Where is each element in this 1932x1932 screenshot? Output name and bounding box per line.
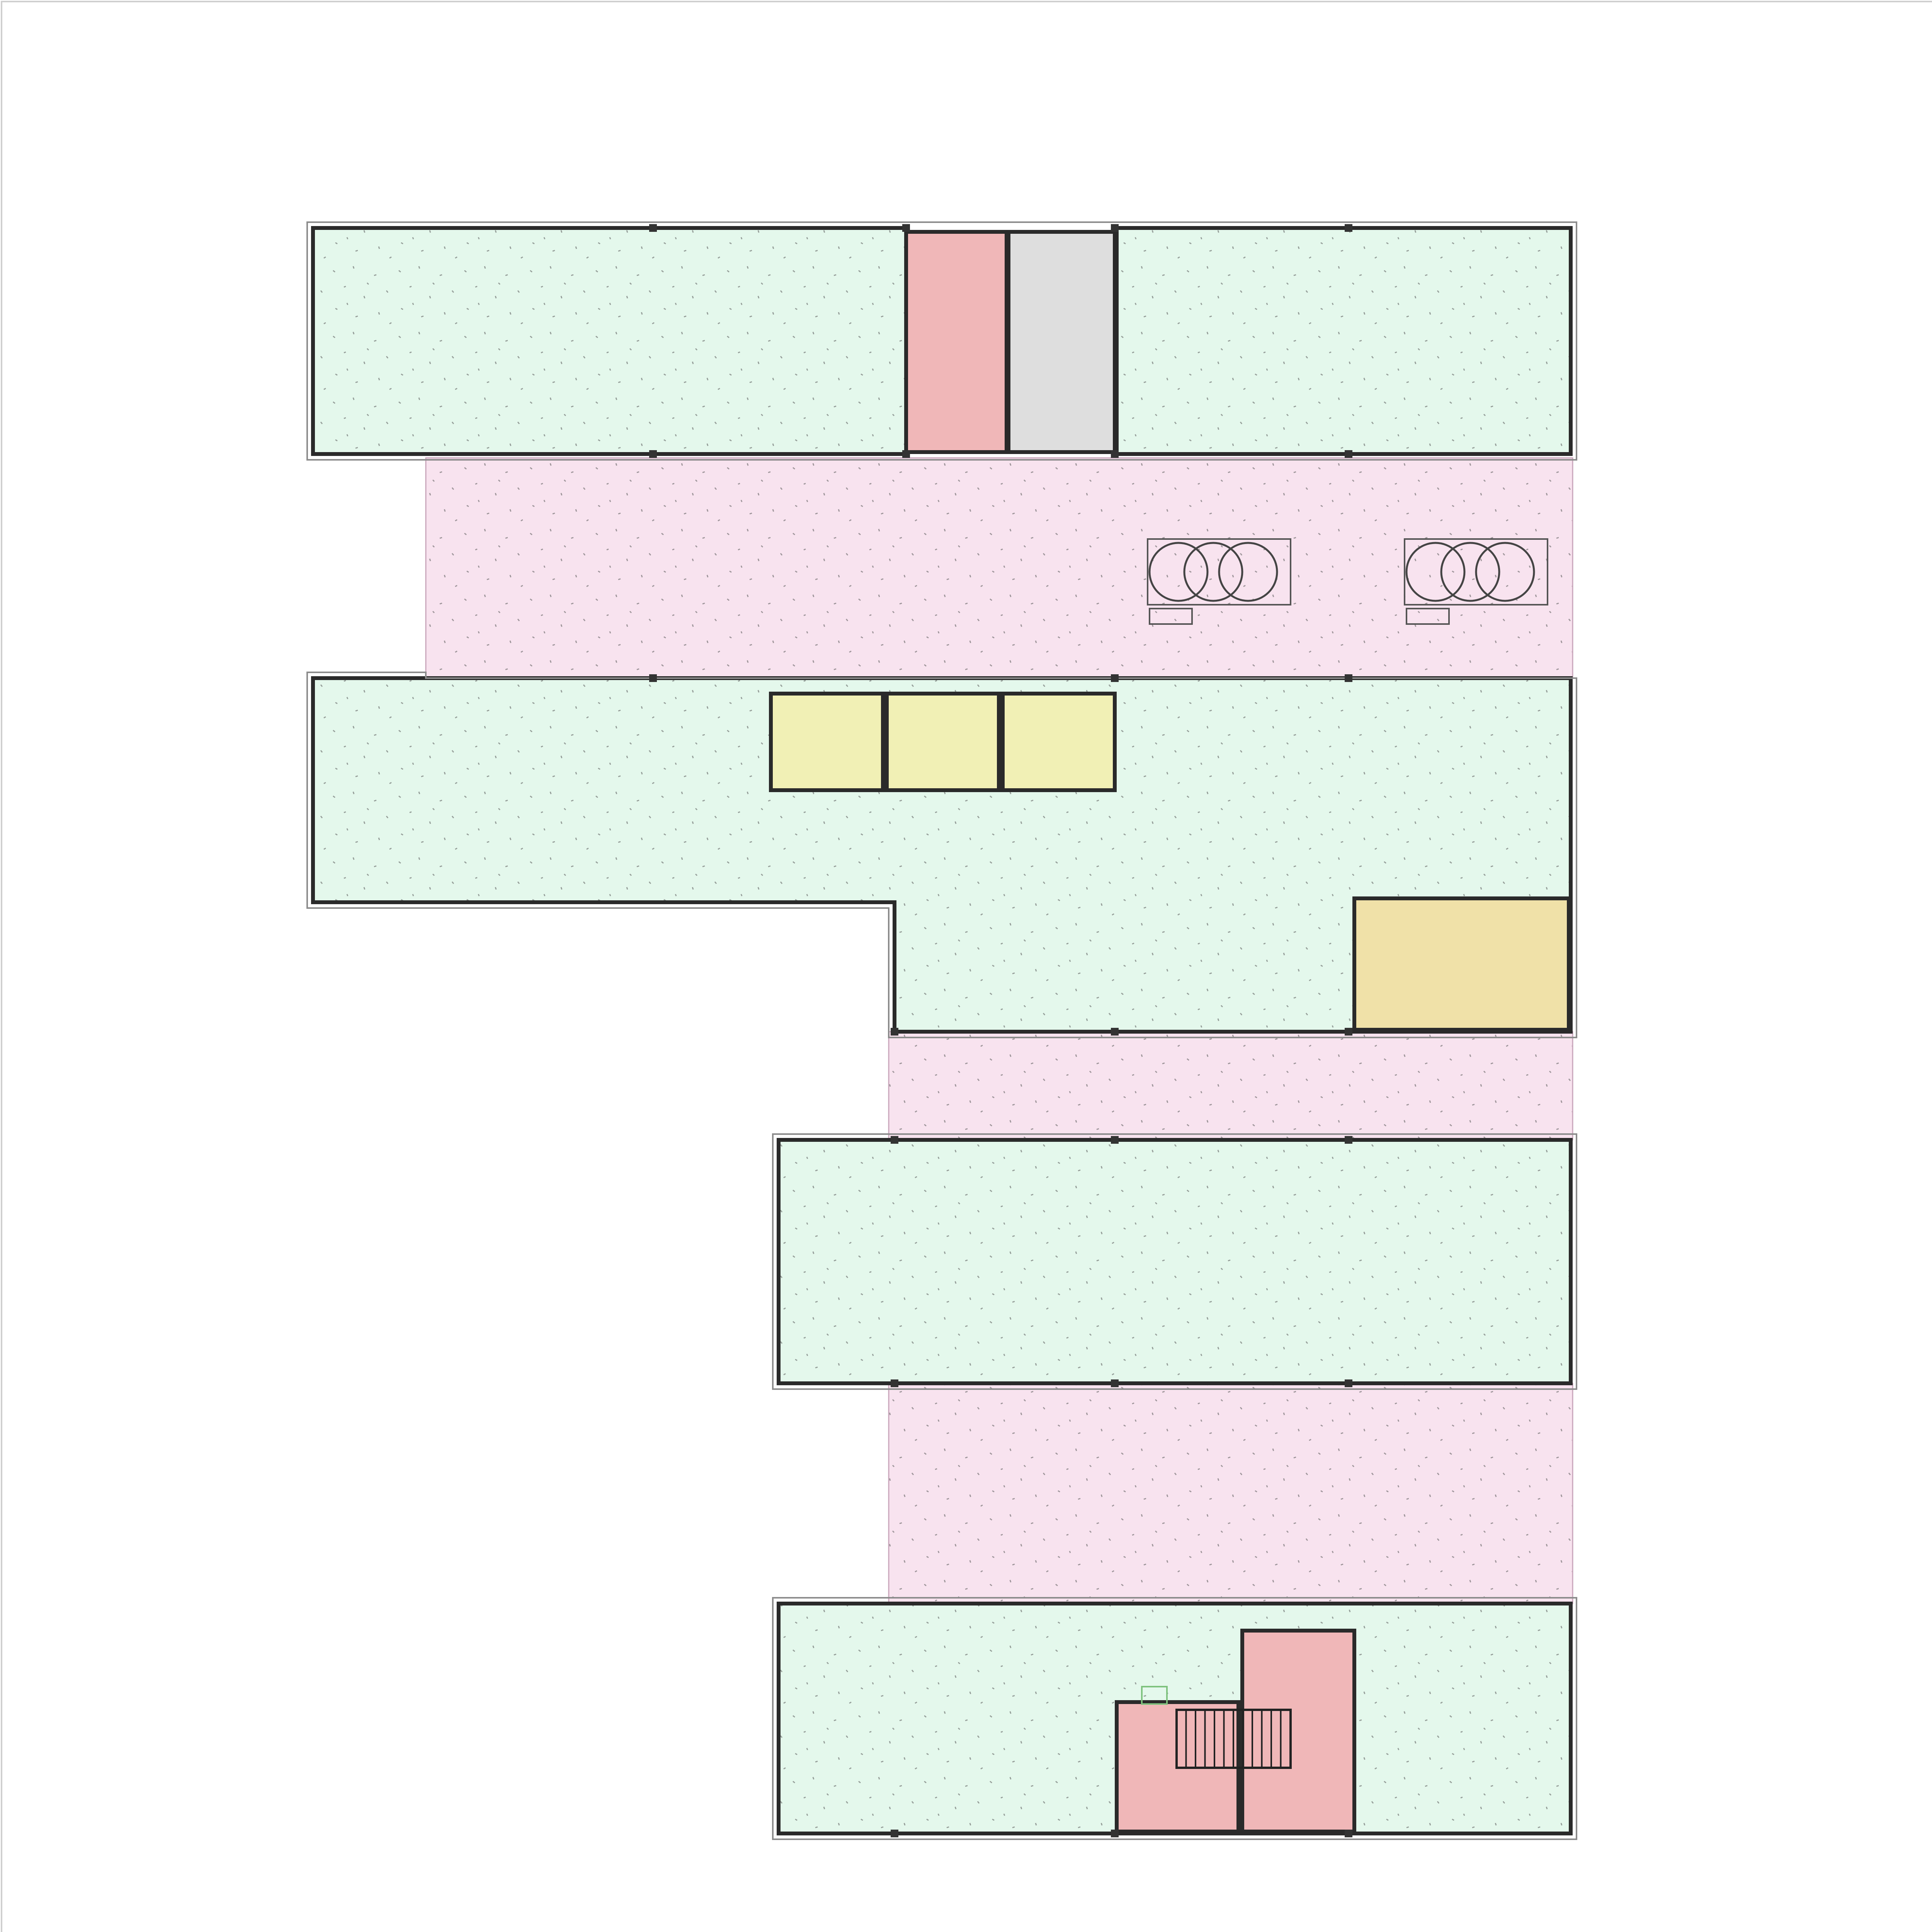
- roof-band-lower-texture: [889, 1383, 1573, 1604]
- column-marker: [1345, 224, 1352, 232]
- elevator-3: [1003, 694, 1115, 790]
- column-marker: [902, 224, 910, 232]
- column-marker: [1111, 1136, 1119, 1144]
- column-marker: [891, 1136, 898, 1144]
- greenhouse-lower: [779, 1140, 1571, 1383]
- column-marker: [649, 450, 657, 458]
- elevator-2: [887, 694, 999, 790]
- column-marker: [1111, 1830, 1119, 1837]
- greenhouse-north-east: [1117, 228, 1571, 454]
- trash-room-fill: [1009, 232, 1115, 452]
- fire-stairs-north-fill: [906, 232, 1007, 452]
- column-marker: [891, 1028, 898, 1036]
- greenhouse-north-west-texture: [313, 228, 906, 454]
- roof-band-lower: [889, 1383, 1573, 1604]
- column-marker: [649, 674, 657, 682]
- column-marker: [1111, 674, 1119, 682]
- roof-band-middle: [889, 1032, 1573, 1140]
- column-marker: [1345, 450, 1352, 458]
- elevator-1-fill: [771, 694, 883, 790]
- column-marker: [902, 450, 910, 458]
- greenhouse-north-east-texture: [1117, 228, 1571, 454]
- elevator-2-fill: [887, 694, 999, 790]
- column-marker: [1345, 1028, 1352, 1036]
- column-marker: [1111, 1028, 1119, 1036]
- roof-band-upper-texture: [426, 458, 1573, 678]
- column-marker: [1345, 1136, 1352, 1144]
- elevator-3-fill: [1003, 694, 1115, 790]
- elevator-1: [771, 694, 883, 790]
- column-marker: [1111, 1379, 1119, 1387]
- freight-elevator-fill: [1354, 898, 1569, 1030]
- column-marker: [1345, 1379, 1352, 1387]
- column-marker: [1111, 224, 1119, 232]
- fire-stairs-north: [906, 232, 1007, 452]
- column-marker: [891, 1379, 898, 1387]
- fire-stairs-south-upper-fill: [1242, 1631, 1354, 1832]
- column-marker: [1345, 1830, 1352, 1837]
- trash-room: [1009, 232, 1115, 452]
- column-marker: [1345, 674, 1352, 682]
- roof-band-middle-texture: [889, 1032, 1573, 1140]
- freight-elevator: [1354, 898, 1569, 1030]
- greenhouse-lower-texture: [779, 1140, 1571, 1383]
- roof-band-upper: [426, 458, 1573, 678]
- fire-stairs-south-upper: [1242, 1631, 1354, 1832]
- column-marker: [1111, 450, 1119, 458]
- column-marker: [891, 1830, 898, 1837]
- greenhouse-north-west: [313, 228, 906, 454]
- column-marker: [649, 224, 657, 232]
